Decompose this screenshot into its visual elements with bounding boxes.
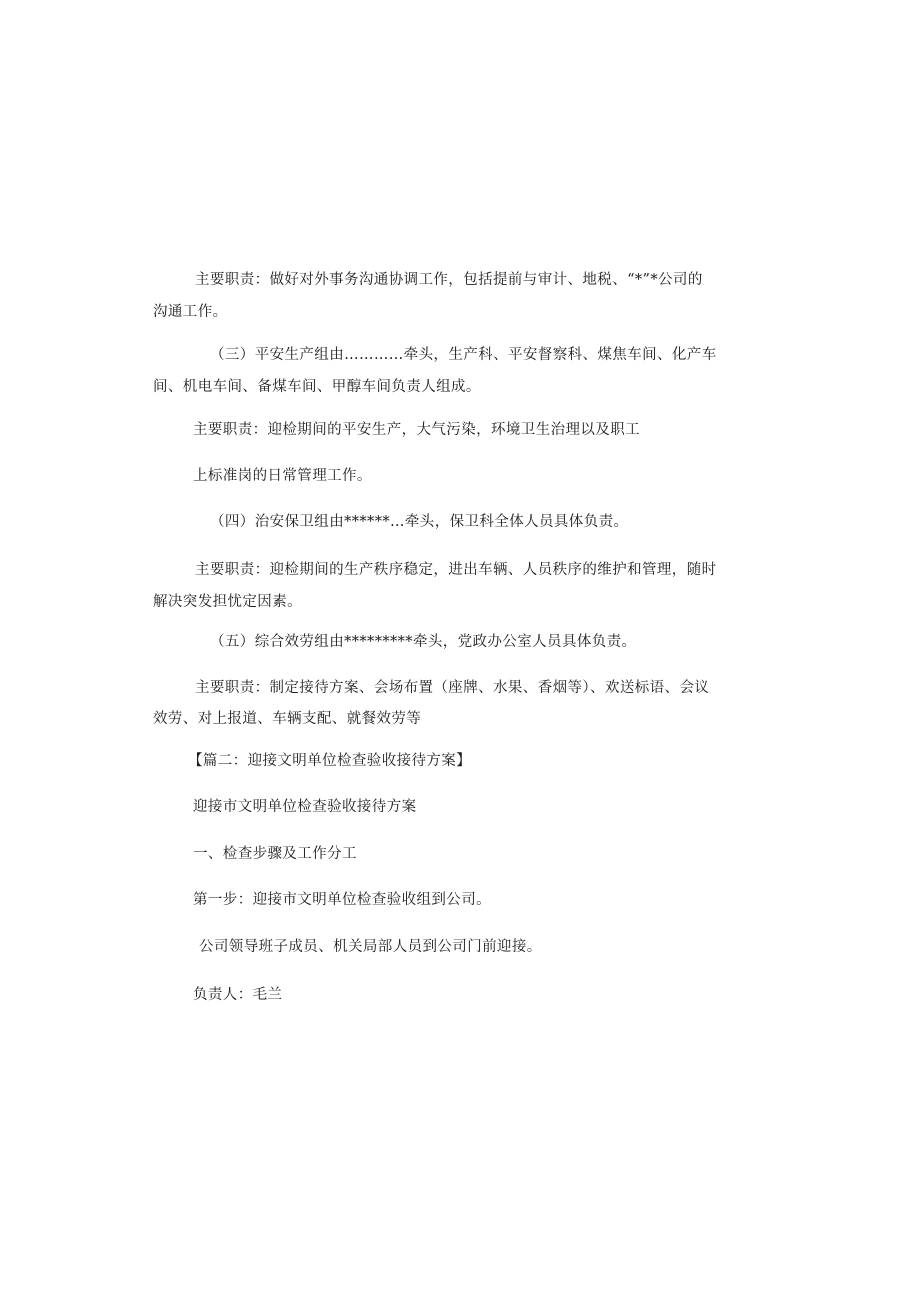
paragraph-step-one: 第一步：迎接市文明单位检查验收组到公司。 [193,892,491,908]
paragraph-reception: 公司领导班子成员、机关局部人员到公司门前迎接。 [199,939,542,955]
paragraph-duties-safety-line1: 主要职责：迎检期间的平安生产，大气污染，环境卫生治理以及职工 [193,422,640,438]
paragraph-duties-service-line1: 主要职责：制定接待方案、会场布置（座牌、水果、香烟等）、欢送标语、会议 [195,680,710,696]
paragraph-service-group: （五）综合效劳组由*********牵头，党政办公室人员具体负责。 [210,634,637,650]
paragraph-duties-security-line1: 主要职责：迎检期间的生产秩序稳定，进出车辆、人员秩序的维护和管理，随时 [195,562,717,578]
heading-inspection-steps: 一、检查步骤及工作分工 [193,846,357,862]
paragraph-duties-external-line2: 沟通工作。 [153,304,228,320]
paragraph-person-in-charge: 负责人：毛兰 [193,987,283,1003]
paragraph-duties-external-line1: 主要职责：做好对外事务沟通协调工作，包括提前与审计、地税、“*”*公司的 [195,272,703,288]
document-title: 迎接市文明单位检查验收接待方案 [193,799,417,815]
paragraph-safety-group-line2: 间、机电车间、备煤车间、甲醇车间负责人组成。 [153,379,481,395]
paragraph-duties-safety-line2: 上标准岗的日常管理工作。 [193,468,372,484]
section-heading-part-two: 【篇二：迎接文明单位检查验收接待方案】 [188,753,472,769]
paragraph-duties-service-line2: 效劳、对上报道、车辆支配、就餐效劳等 [153,711,422,727]
paragraph-duties-security-line2: 解决突发担忧定因素。 [153,594,302,610]
paragraph-safety-group-line1: （三）平安生产组由…………牵头，生产科、平安督察科、煤焦车间、化产车 [210,347,717,363]
paragraph-security-group: （四）治安保卫组由******…牵头，保卫科全体人员具体负责。 [210,514,629,530]
